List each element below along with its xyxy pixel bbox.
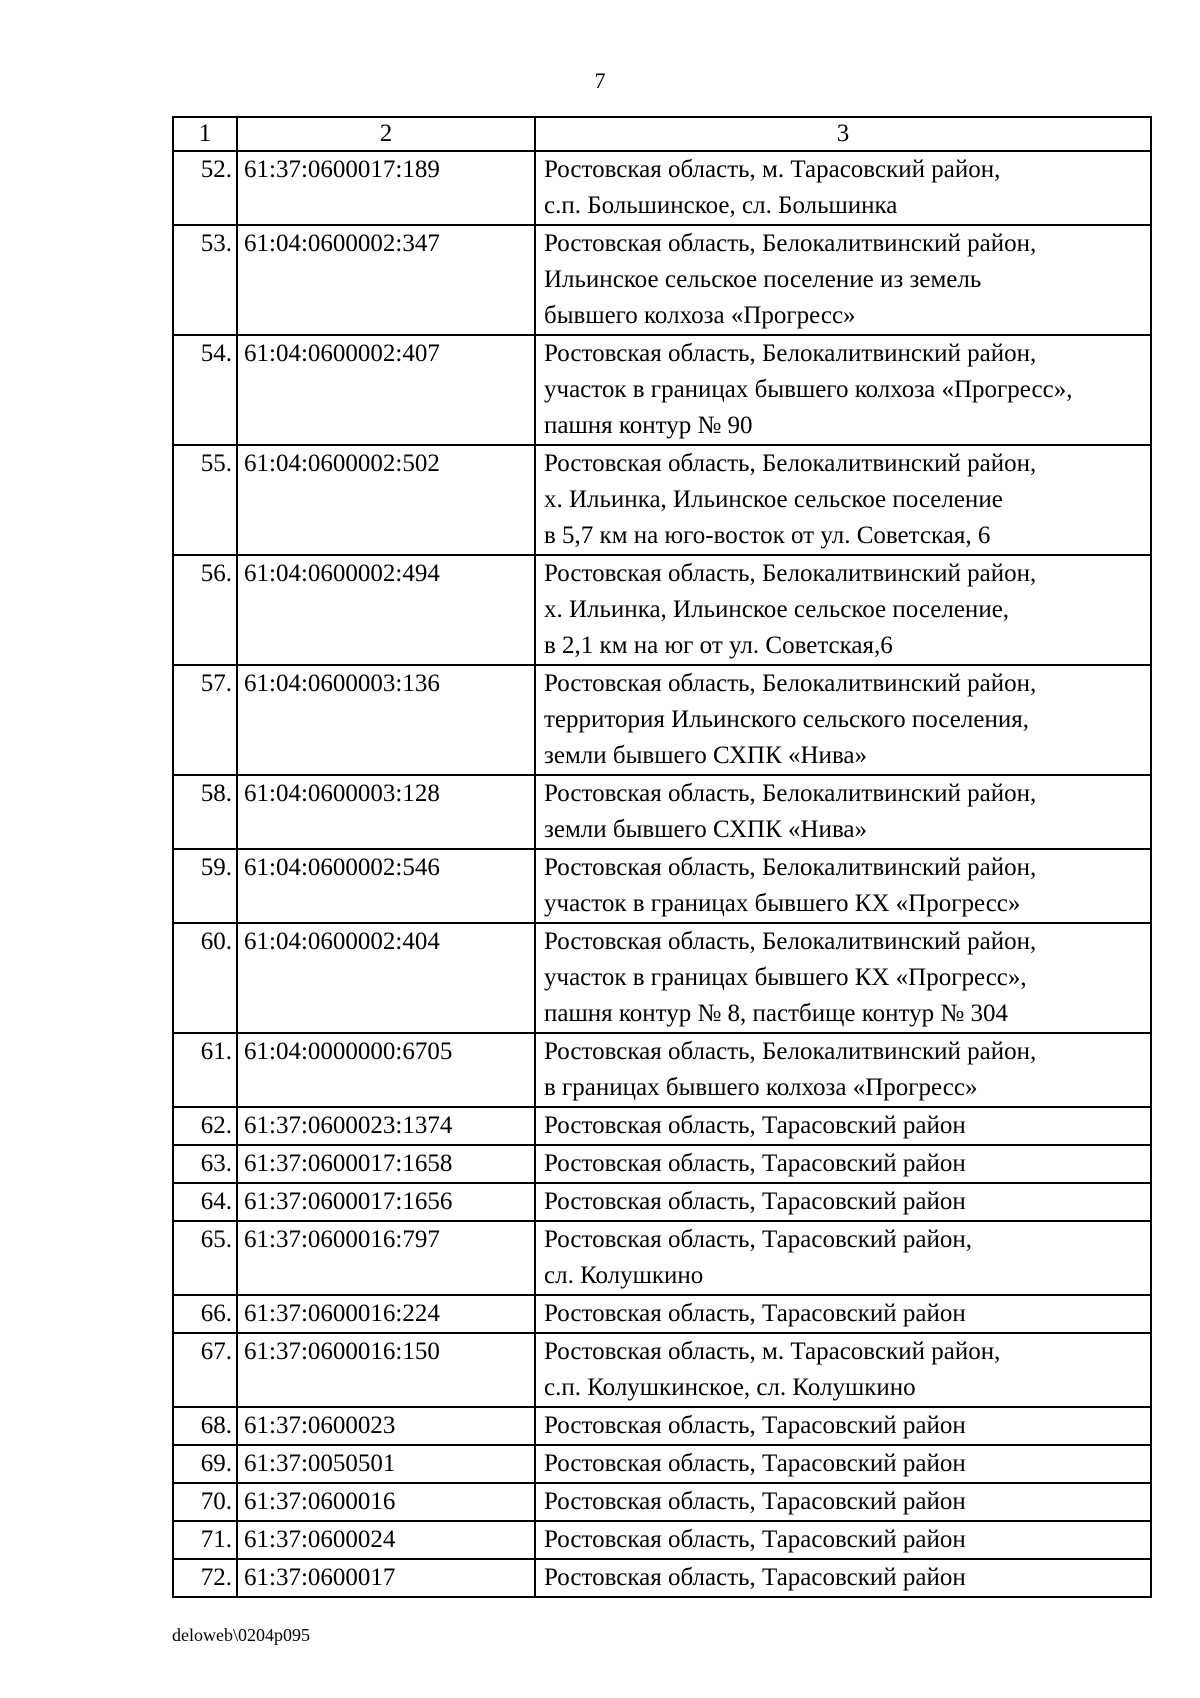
cadastral-number: 61:04:0600003:136 bbox=[237, 665, 535, 775]
address-line: пашня контур № 90 bbox=[544, 412, 753, 439]
plot-address bbox=[535, 1145, 1151, 1183]
address-line: Ростовская область, Белокалитвинский район, bbox=[544, 230, 1037, 257]
address-line: с.п. Большинское, сл. Большинка bbox=[544, 192, 898, 219]
address-line: Ростовская область, м. Тарасовский район, bbox=[544, 1338, 1001, 1365]
row-number: 68. bbox=[173, 1407, 237, 1445]
address-line: с.п. Колушкинское, сл. Колушкино bbox=[544, 1374, 916, 1401]
address-line: Ростовская область, Белокалитвинский район, bbox=[544, 340, 1037, 367]
plot-address bbox=[535, 445, 1151, 555]
row-number: 63. bbox=[173, 1145, 237, 1183]
plot-address bbox=[535, 1107, 1151, 1145]
address-line: в 5,7 км на юго-восток от ул. Советская, 6 bbox=[544, 522, 991, 549]
cadastral-number: 61:04:0600002:494 bbox=[237, 555, 535, 665]
address-line: Ростовская область, Белокалитвинский район, bbox=[544, 928, 1037, 955]
address-line: Ростовская область, Белокалитвинский район, bbox=[544, 1038, 1037, 1065]
plot-address bbox=[535, 1183, 1151, 1221]
cadastral-number: 61:37:0600016:150 bbox=[237, 1333, 535, 1407]
table-row bbox=[173, 1145, 1151, 1183]
page-number: 7 bbox=[594, 68, 606, 93]
table-row bbox=[173, 1445, 1151, 1483]
cadastral-number: 61:37:0600016:224 bbox=[237, 1295, 535, 1333]
row-number: 72. bbox=[173, 1559, 237, 1597]
table-row bbox=[173, 1407, 1151, 1445]
column-header-number: 1 bbox=[173, 117, 237, 151]
address-line: сл. Колушкино bbox=[544, 1262, 704, 1289]
row-number: 53. bbox=[173, 225, 237, 335]
table-row bbox=[173, 775, 1151, 849]
address-line: пашня контур № 8, пастбище контур № 304 bbox=[544, 1000, 1008, 1027]
table-row bbox=[173, 1333, 1151, 1407]
row-number: 66. bbox=[173, 1295, 237, 1333]
plot-address bbox=[535, 335, 1151, 445]
cadastral-number: 61:04:0600002:502 bbox=[237, 445, 535, 555]
address-line: участок в границах бывшего КХ «Прогресс» bbox=[544, 890, 1021, 917]
address-line: Ростовская область, Тарасовский район bbox=[544, 1188, 966, 1215]
row-number: 61. bbox=[173, 1033, 237, 1107]
table-row bbox=[173, 151, 1151, 225]
table-row bbox=[173, 665, 1151, 775]
row-number: 55. bbox=[173, 445, 237, 555]
row-number: 62. bbox=[173, 1107, 237, 1145]
row-number: 71. bbox=[173, 1521, 237, 1559]
cadastral-number: 61:37:0600017 bbox=[237, 1559, 535, 1597]
plot-address bbox=[535, 665, 1151, 775]
plot-address bbox=[535, 1559, 1151, 1597]
row-number: 56. bbox=[173, 555, 237, 665]
address-line: х. Ильинка, Ильинское сельское поселение bbox=[544, 486, 1003, 513]
table-row bbox=[173, 1521, 1151, 1559]
cadastral-number: 61:04:0600002:404 bbox=[237, 923, 535, 1033]
table-body bbox=[173, 151, 1151, 1597]
row-number: 65. bbox=[173, 1221, 237, 1295]
table-row bbox=[173, 849, 1151, 923]
address-line: Ростовская область, Белокалитвинский район, bbox=[544, 450, 1037, 477]
address-line: Ростовская область, Тарасовский район bbox=[544, 1300, 966, 1327]
land-plots-table bbox=[172, 116, 1152, 1598]
cadastral-number: 61:37:0600017:1656 bbox=[237, 1183, 535, 1221]
table-row bbox=[173, 1295, 1151, 1333]
cadastral-number: 61:37:0600023 bbox=[237, 1407, 535, 1445]
address-line: в границах бывшего колхоза «Прогресс» bbox=[544, 1074, 978, 1101]
table-row bbox=[173, 923, 1151, 1033]
address-line: Ильинское сельское поселение из земель bbox=[544, 266, 982, 293]
address-line: Ростовская область, Тарасовский район, bbox=[544, 1226, 973, 1253]
table-row bbox=[173, 1221, 1151, 1295]
address-line: Ростовская область, Тарасовский район bbox=[544, 1112, 966, 1139]
plot-address bbox=[535, 225, 1151, 335]
cadastral-number: 61:37:0600024 bbox=[237, 1521, 535, 1559]
address-line: х. Ильинка, Ильинское сельское поселение, bbox=[544, 596, 1010, 623]
plot-address bbox=[535, 849, 1151, 923]
row-number: 57. bbox=[173, 665, 237, 775]
address-line: Ростовская область, Тарасовский район bbox=[544, 1488, 966, 1515]
address-line: в 2,1 км на юг от ул. Советская,6 bbox=[544, 632, 893, 659]
plot-address bbox=[535, 1221, 1151, 1295]
row-number: 70. bbox=[173, 1483, 237, 1521]
row-number: 58. bbox=[173, 775, 237, 849]
address-line: участок в границах бывшего КХ «Прогресс», bbox=[544, 964, 1027, 991]
cadastral-number: 61:37:0600017:189 bbox=[237, 151, 535, 225]
plot-address bbox=[535, 1333, 1151, 1407]
plot-address bbox=[535, 1445, 1151, 1483]
cadastral-number: 61:37:0600017:1658 bbox=[237, 1145, 535, 1183]
address-line: земли бывшего СХПК «Нива» bbox=[544, 742, 868, 769]
plot-address bbox=[535, 1407, 1151, 1445]
column-header-address: 3 bbox=[535, 117, 1151, 151]
table-row bbox=[173, 1107, 1151, 1145]
row-number: 64. bbox=[173, 1183, 237, 1221]
table-row bbox=[173, 225, 1151, 335]
cadastral-number: 61:37:0050501 bbox=[237, 1445, 535, 1483]
address-line: Ростовская область, Тарасовский район bbox=[544, 1564, 966, 1591]
row-number: 59. bbox=[173, 849, 237, 923]
cadastral-number: 61:04:0600002:347 bbox=[237, 225, 535, 335]
cadastral-number: 61:04:0000000:6705 bbox=[237, 1033, 535, 1107]
row-number: 52. bbox=[173, 151, 237, 225]
column-header-cadastral: 2 bbox=[237, 117, 535, 151]
address-line: Ростовская область, Белокалитвинский район, bbox=[544, 780, 1037, 807]
plot-address bbox=[535, 1033, 1151, 1107]
address-line: Ростовская область, Тарасовский район bbox=[544, 1412, 966, 1439]
plot-address bbox=[535, 1483, 1151, 1521]
address-line: бывшего колхоза «Прогресс» bbox=[544, 302, 856, 329]
address-line: Ростовская область, Белокалитвинский район, bbox=[544, 670, 1037, 697]
row-number: 60. bbox=[173, 923, 237, 1033]
table-row bbox=[173, 335, 1151, 445]
plot-address bbox=[535, 151, 1151, 225]
address-line: земли бывшего СХПК «Нива» bbox=[544, 816, 868, 843]
table-row bbox=[173, 1183, 1151, 1221]
table-row bbox=[173, 1033, 1151, 1107]
table-row bbox=[173, 555, 1151, 665]
cadastral-number: 61:04:0600002:546 bbox=[237, 849, 535, 923]
address-line: Ростовская область, Тарасовский район bbox=[544, 1526, 966, 1553]
cadastral-number: 61:04:0600003:128 bbox=[237, 775, 535, 849]
row-number: 54. bbox=[173, 335, 237, 445]
cadastral-number: 61:04:0600002:407 bbox=[237, 335, 535, 445]
document-footer-code: deloweb\0204p095 bbox=[172, 1625, 310, 1645]
cadastral-number: 61:37:0600023:1374 bbox=[237, 1107, 535, 1145]
table-header-row bbox=[173, 117, 1151, 151]
plot-address bbox=[535, 1295, 1151, 1333]
row-number: 67. bbox=[173, 1333, 237, 1407]
address-line: участок в границах бывшего колхоза «Прогресс», bbox=[544, 376, 1073, 403]
row-number: 69. bbox=[173, 1445, 237, 1483]
cadastral-number: 61:37:0600016:797 bbox=[237, 1221, 535, 1295]
address-line: Ростовская область, Белокалитвинский район, bbox=[544, 854, 1037, 881]
table-row bbox=[173, 1483, 1151, 1521]
plot-address bbox=[535, 775, 1151, 849]
address-line: территория Ильинского сельского поселения, bbox=[544, 706, 1029, 733]
plot-address bbox=[535, 923, 1151, 1033]
cadastral-number: 61:37:0600016 bbox=[237, 1483, 535, 1521]
plot-address bbox=[535, 1521, 1151, 1559]
address-line: Ростовская область, Тарасовский район bbox=[544, 1450, 966, 1477]
table-row bbox=[173, 1559, 1151, 1597]
table-row bbox=[173, 445, 1151, 555]
address-line: Ростовская область, Белокалитвинский район, bbox=[544, 560, 1037, 587]
address-line: Ростовская область, Тарасовский район bbox=[544, 1150, 966, 1177]
address-line: Ростовская область, м. Тарасовский район, bbox=[544, 156, 1001, 183]
plot-address bbox=[535, 555, 1151, 665]
